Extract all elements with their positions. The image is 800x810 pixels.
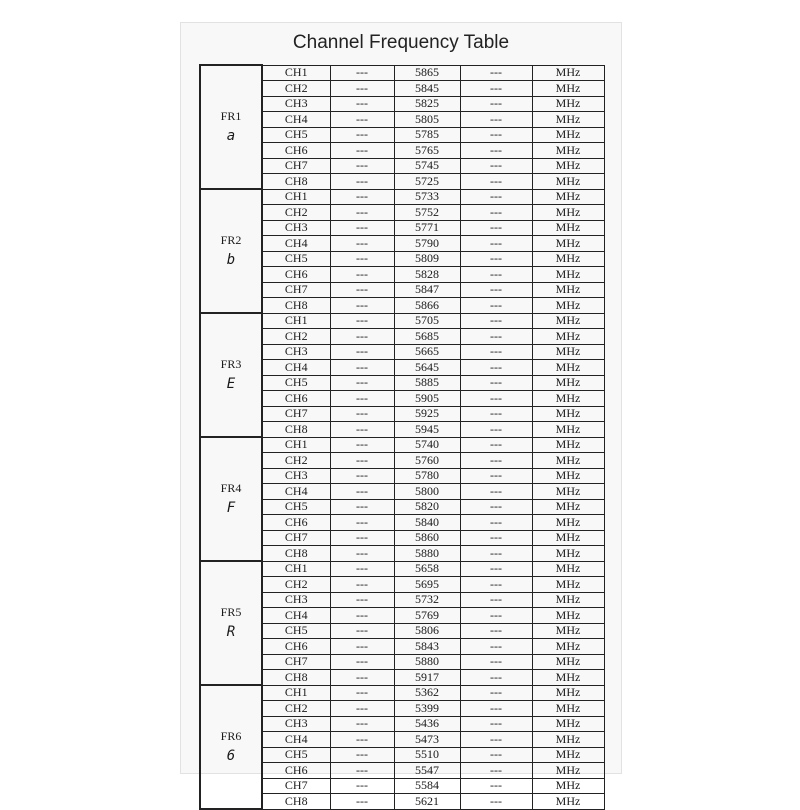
placeholder-cell: --- bbox=[330, 205, 394, 221]
table-row bbox=[200, 561, 604, 577]
placeholder-cell: --- bbox=[330, 623, 394, 639]
frequency-cell: 5695 bbox=[394, 577, 460, 593]
channel-cell: CH4 bbox=[262, 732, 330, 748]
frequency-cell: 5665 bbox=[394, 344, 460, 360]
frequency-cell: 5847 bbox=[394, 282, 460, 298]
channel-cell: CH3 bbox=[262, 468, 330, 484]
frequency-cell: 5771 bbox=[394, 220, 460, 236]
placeholder-cell: --- bbox=[460, 65, 532, 81]
placeholder-cell: --- bbox=[330, 127, 394, 143]
placeholder-cell: --- bbox=[330, 654, 394, 670]
placeholder-cell: --- bbox=[330, 422, 394, 438]
frequency-cell: 5790 bbox=[394, 236, 460, 252]
channel-cell: CH7 bbox=[262, 530, 330, 546]
frequency-cell: 5769 bbox=[394, 608, 460, 624]
frequency-cell: 5510 bbox=[394, 747, 460, 763]
placeholder-cell: --- bbox=[460, 205, 532, 221]
unit-cell: MHz bbox=[532, 282, 604, 298]
placeholder-cell: --- bbox=[330, 778, 394, 794]
table-row bbox=[200, 189, 604, 205]
unit-cell: MHz bbox=[532, 158, 604, 174]
band-cell bbox=[200, 437, 262, 561]
placeholder-cell: --- bbox=[460, 391, 532, 407]
unit-cell: MHz bbox=[532, 127, 604, 143]
frequency-cell: 5436 bbox=[394, 716, 460, 732]
table-body bbox=[200, 65, 604, 809]
unit-cell: MHz bbox=[532, 747, 604, 763]
placeholder-cell: --- bbox=[330, 236, 394, 252]
channel-cell: CH5 bbox=[262, 499, 330, 515]
placeholder-cell: --- bbox=[330, 282, 394, 298]
frequency-cell: 5547 bbox=[394, 763, 460, 779]
unit-cell: MHz bbox=[532, 639, 604, 655]
placeholder-cell: --- bbox=[330, 391, 394, 407]
frequency-cell: 5658 bbox=[394, 561, 460, 577]
channel-cell: CH1 bbox=[262, 437, 330, 453]
unit-cell: MHz bbox=[532, 422, 604, 438]
placeholder-cell: --- bbox=[330, 329, 394, 345]
channel-cell: CH3 bbox=[262, 220, 330, 236]
placeholder-cell: --- bbox=[330, 375, 394, 391]
frequency-cell: 5752 bbox=[394, 205, 460, 221]
placeholder-cell: --- bbox=[460, 592, 532, 608]
unit-cell: MHz bbox=[532, 701, 604, 717]
placeholder-cell: --- bbox=[330, 484, 394, 500]
placeholder-cell: --- bbox=[330, 732, 394, 748]
frequency-cell: 5885 bbox=[394, 375, 460, 391]
placeholder-cell: --- bbox=[330, 747, 394, 763]
frequency-cell: 5825 bbox=[394, 96, 460, 112]
unit-cell: MHz bbox=[532, 608, 604, 624]
channel-cell: CH4 bbox=[262, 360, 330, 376]
placeholder-cell: --- bbox=[330, 189, 394, 205]
band-name: FR6 bbox=[220, 729, 242, 743]
unit-cell: MHz bbox=[532, 220, 604, 236]
frequency-cell: 5740 bbox=[394, 437, 460, 453]
placeholder-cell: --- bbox=[330, 499, 394, 515]
placeholder-cell: --- bbox=[330, 158, 394, 174]
channel-cell: CH6 bbox=[262, 515, 330, 531]
unit-cell: MHz bbox=[532, 344, 604, 360]
placeholder-cell: --- bbox=[460, 499, 532, 515]
channel-cell: CH7 bbox=[262, 654, 330, 670]
frequency-cell: 5473 bbox=[394, 732, 460, 748]
frequency-cell: 5760 bbox=[394, 453, 460, 469]
placeholder-cell: --- bbox=[460, 236, 532, 252]
placeholder-cell: --- bbox=[460, 577, 532, 593]
channel-cell: CH5 bbox=[262, 747, 330, 763]
placeholder-cell: --- bbox=[460, 561, 532, 577]
unit-cell: MHz bbox=[532, 468, 604, 484]
frequency-cell: 5733 bbox=[394, 189, 460, 205]
unit-cell: MHz bbox=[532, 360, 604, 376]
placeholder-cell: --- bbox=[330, 577, 394, 593]
band-letter: b bbox=[226, 252, 236, 268]
placeholder-cell: --- bbox=[460, 267, 532, 283]
unit-cell: MHz bbox=[532, 623, 604, 639]
placeholder-cell: --- bbox=[460, 158, 532, 174]
placeholder-cell: --- bbox=[460, 654, 532, 670]
unit-cell: MHz bbox=[532, 685, 604, 701]
channel-cell: CH6 bbox=[262, 391, 330, 407]
placeholder-cell: --- bbox=[460, 81, 532, 97]
placeholder-cell: --- bbox=[460, 143, 532, 159]
unit-cell: MHz bbox=[532, 561, 604, 577]
placeholder-cell: --- bbox=[460, 747, 532, 763]
frequency-cell: 5806 bbox=[394, 623, 460, 639]
placeholder-cell: --- bbox=[460, 298, 532, 314]
unit-cell: MHz bbox=[532, 205, 604, 221]
placeholder-cell: --- bbox=[330, 453, 394, 469]
band-cell bbox=[200, 65, 262, 189]
placeholder-cell: --- bbox=[460, 282, 532, 298]
channel-cell: CH7 bbox=[262, 778, 330, 794]
channel-cell: CH5 bbox=[262, 623, 330, 639]
unit-cell: MHz bbox=[532, 251, 604, 267]
placeholder-cell: --- bbox=[330, 468, 394, 484]
placeholder-cell: --- bbox=[460, 530, 532, 546]
placeholder-cell: --- bbox=[460, 313, 532, 329]
placeholder-cell: --- bbox=[460, 437, 532, 453]
frequency-cell: 5880 bbox=[394, 654, 460, 670]
placeholder-cell: --- bbox=[460, 670, 532, 686]
channel-cell: CH6 bbox=[262, 267, 330, 283]
placeholder-cell: --- bbox=[330, 220, 394, 236]
placeholder-cell: --- bbox=[330, 360, 394, 376]
unit-cell: MHz bbox=[532, 763, 604, 779]
unit-cell: MHz bbox=[532, 313, 604, 329]
channel-frequency-table bbox=[199, 64, 605, 810]
placeholder-cell: --- bbox=[330, 298, 394, 314]
unit-cell: MHz bbox=[532, 437, 604, 453]
placeholder-cell: --- bbox=[460, 701, 532, 717]
frequency-cell: 5785 bbox=[394, 127, 460, 143]
placeholder-cell: --- bbox=[460, 515, 532, 531]
placeholder-cell: --- bbox=[460, 406, 532, 422]
placeholder-cell: --- bbox=[460, 375, 532, 391]
placeholder-cell: --- bbox=[330, 96, 394, 112]
placeholder-cell: --- bbox=[330, 592, 394, 608]
frequency-cell: 5805 bbox=[394, 112, 460, 128]
frequency-cell: 5362 bbox=[394, 685, 460, 701]
channel-cell: CH6 bbox=[262, 639, 330, 655]
frequency-cell: 5828 bbox=[394, 267, 460, 283]
unit-cell: MHz bbox=[532, 778, 604, 794]
unit-cell: MHz bbox=[532, 143, 604, 159]
unit-cell: MHz bbox=[532, 81, 604, 97]
frequency-cell: 5584 bbox=[394, 778, 460, 794]
placeholder-cell: --- bbox=[460, 732, 532, 748]
placeholder-cell: --- bbox=[330, 112, 394, 128]
channel-cell: CH8 bbox=[262, 174, 330, 190]
placeholder-cell: --- bbox=[330, 437, 394, 453]
placeholder-cell: --- bbox=[460, 174, 532, 190]
channel-cell: CH2 bbox=[262, 701, 330, 717]
unit-cell: MHz bbox=[532, 515, 604, 531]
band-letter: a bbox=[226, 128, 236, 144]
placeholder-cell: --- bbox=[330, 515, 394, 531]
placeholder-cell: --- bbox=[460, 639, 532, 655]
table-row bbox=[200, 65, 604, 81]
band-cell bbox=[200, 685, 262, 809]
band-letter: F bbox=[226, 500, 236, 516]
channel-cell: CH1 bbox=[262, 65, 330, 81]
placeholder-cell: --- bbox=[330, 313, 394, 329]
placeholder-cell: --- bbox=[330, 608, 394, 624]
placeholder-cell: --- bbox=[460, 127, 532, 143]
unit-cell: MHz bbox=[532, 716, 604, 732]
unit-cell: MHz bbox=[532, 453, 604, 469]
placeholder-cell: --- bbox=[330, 174, 394, 190]
frequency-cell: 5917 bbox=[394, 670, 460, 686]
placeholder-cell: --- bbox=[460, 546, 532, 562]
frequency-cell: 5843 bbox=[394, 639, 460, 655]
frequency-cell: 5800 bbox=[394, 484, 460, 500]
frequency-cell: 5399 bbox=[394, 701, 460, 717]
placeholder-cell: --- bbox=[460, 189, 532, 205]
placeholder-cell: --- bbox=[330, 344, 394, 360]
unit-cell: MHz bbox=[532, 298, 604, 314]
placeholder-cell: --- bbox=[330, 143, 394, 159]
frequency-cell: 5945 bbox=[394, 422, 460, 438]
channel-cell: CH4 bbox=[262, 236, 330, 252]
placeholder-cell: --- bbox=[330, 81, 394, 97]
band-name: FR2 bbox=[220, 233, 242, 247]
channel-cell: CH5 bbox=[262, 251, 330, 267]
placeholder-cell: --- bbox=[460, 778, 532, 794]
placeholder-cell: --- bbox=[330, 65, 394, 81]
channel-cell: CH1 bbox=[262, 189, 330, 205]
placeholder-cell: --- bbox=[330, 639, 394, 655]
unit-cell: MHz bbox=[532, 484, 604, 500]
placeholder-cell: --- bbox=[460, 329, 532, 345]
placeholder-cell: --- bbox=[460, 623, 532, 639]
frequency-cell: 5621 bbox=[394, 794, 460, 810]
placeholder-cell: --- bbox=[330, 251, 394, 267]
band-cell bbox=[200, 561, 262, 685]
frequency-cell: 5645 bbox=[394, 360, 460, 376]
placeholder-cell: --- bbox=[330, 794, 394, 810]
frequency-cell: 5866 bbox=[394, 298, 460, 314]
unit-cell: MHz bbox=[532, 406, 604, 422]
placeholder-cell: --- bbox=[330, 561, 394, 577]
channel-cell: CH3 bbox=[262, 96, 330, 112]
channel-cell: CH5 bbox=[262, 375, 330, 391]
placeholder-cell: --- bbox=[330, 530, 394, 546]
channel-cell: CH5 bbox=[262, 127, 330, 143]
unit-cell: MHz bbox=[532, 592, 604, 608]
frequency-cell: 5705 bbox=[394, 313, 460, 329]
band-name: FR4 bbox=[220, 481, 242, 495]
page-title: Channel Frequency Table bbox=[292, 32, 510, 53]
unit-cell: MHz bbox=[532, 654, 604, 670]
channel-cell: CH4 bbox=[262, 112, 330, 128]
band-cell bbox=[200, 313, 262, 437]
unit-cell: MHz bbox=[532, 236, 604, 252]
channel-cell: CH4 bbox=[262, 608, 330, 624]
channel-cell: CH7 bbox=[262, 406, 330, 422]
unit-cell: MHz bbox=[532, 189, 604, 205]
channel-cell: CH2 bbox=[262, 453, 330, 469]
frequency-cell: 5732 bbox=[394, 592, 460, 608]
frequency-cell: 5845 bbox=[394, 81, 460, 97]
frequency-cell: 5820 bbox=[394, 499, 460, 515]
band-name: FR1 bbox=[220, 109, 242, 123]
channel-cell: CH6 bbox=[262, 763, 330, 779]
placeholder-cell: --- bbox=[330, 546, 394, 562]
unit-cell: MHz bbox=[532, 329, 604, 345]
placeholder-cell: --- bbox=[460, 716, 532, 732]
table-row bbox=[200, 437, 604, 453]
frequency-cell: 5840 bbox=[394, 515, 460, 531]
table-row bbox=[200, 313, 604, 329]
band-name: FR5 bbox=[220, 605, 242, 619]
channel-cell: CH4 bbox=[262, 484, 330, 500]
band-name: FR3 bbox=[220, 357, 242, 371]
channel-cell: CH3 bbox=[262, 716, 330, 732]
channel-cell: CH1 bbox=[262, 685, 330, 701]
unit-cell: MHz bbox=[532, 65, 604, 81]
band-cell bbox=[200, 189, 262, 313]
channel-cell: CH2 bbox=[262, 81, 330, 97]
band-letter: R bbox=[226, 624, 236, 640]
placeholder-cell: --- bbox=[460, 763, 532, 779]
band-letter: E bbox=[226, 376, 236, 392]
channel-cell: CH8 bbox=[262, 794, 330, 810]
frequency-cell: 5880 bbox=[394, 546, 460, 562]
placeholder-cell: --- bbox=[460, 112, 532, 128]
channel-cell: CH2 bbox=[262, 577, 330, 593]
unit-cell: MHz bbox=[532, 112, 604, 128]
unit-cell: MHz bbox=[532, 174, 604, 190]
unit-cell: MHz bbox=[532, 546, 604, 562]
placeholder-cell: --- bbox=[460, 608, 532, 624]
placeholder-cell: --- bbox=[460, 794, 532, 810]
frequency-cell: 5725 bbox=[394, 174, 460, 190]
frequency-cell: 5765 bbox=[394, 143, 460, 159]
unit-cell: MHz bbox=[532, 391, 604, 407]
channel-cell: CH3 bbox=[262, 344, 330, 360]
channel-cell: CH7 bbox=[262, 158, 330, 174]
frequency-cell: 5925 bbox=[394, 406, 460, 422]
placeholder-cell: --- bbox=[460, 360, 532, 376]
placeholder-cell: --- bbox=[460, 344, 532, 360]
frequency-cell: 5745 bbox=[394, 158, 460, 174]
placeholder-cell: --- bbox=[330, 267, 394, 283]
placeholder-cell: --- bbox=[460, 251, 532, 267]
unit-cell: MHz bbox=[532, 375, 604, 391]
frequency-cell: 5780 bbox=[394, 468, 460, 484]
channel-cell: CH8 bbox=[262, 670, 330, 686]
placeholder-cell: --- bbox=[330, 406, 394, 422]
table-row bbox=[200, 685, 604, 701]
channel-cell: CH8 bbox=[262, 298, 330, 314]
channel-cell: CH6 bbox=[262, 143, 330, 159]
band-letter: 6 bbox=[226, 748, 236, 764]
placeholder-cell: --- bbox=[460, 96, 532, 112]
unit-cell: MHz bbox=[532, 267, 604, 283]
placeholder-cell: --- bbox=[460, 484, 532, 500]
unit-cell: MHz bbox=[532, 96, 604, 112]
unit-cell: MHz bbox=[532, 577, 604, 593]
frequency-cell: 5685 bbox=[394, 329, 460, 345]
unit-cell: MHz bbox=[532, 794, 604, 810]
placeholder-cell: --- bbox=[330, 763, 394, 779]
placeholder-cell: --- bbox=[330, 716, 394, 732]
placeholder-cell: --- bbox=[460, 453, 532, 469]
channel-cell: CH2 bbox=[262, 329, 330, 345]
placeholder-cell: --- bbox=[330, 701, 394, 717]
channel-cell: CH3 bbox=[262, 592, 330, 608]
channel-cell: CH8 bbox=[262, 546, 330, 562]
unit-cell: MHz bbox=[532, 530, 604, 546]
channel-cell: CH7 bbox=[262, 282, 330, 298]
frequency-cell: 5809 bbox=[394, 251, 460, 267]
placeholder-cell: --- bbox=[460, 685, 532, 701]
frequency-cell: 5860 bbox=[394, 530, 460, 546]
unit-cell: MHz bbox=[532, 670, 604, 686]
placeholder-cell: --- bbox=[460, 468, 532, 484]
placeholder-cell: --- bbox=[330, 670, 394, 686]
frequency-cell: 5905 bbox=[394, 391, 460, 407]
unit-cell: MHz bbox=[532, 499, 604, 515]
channel-cell: CH2 bbox=[262, 205, 330, 221]
placeholder-cell: --- bbox=[460, 422, 532, 438]
channel-cell: CH1 bbox=[262, 313, 330, 329]
unit-cell: MHz bbox=[532, 732, 604, 748]
channel-cell: CH8 bbox=[262, 422, 330, 438]
placeholder-cell: --- bbox=[460, 220, 532, 236]
channel-cell: CH1 bbox=[262, 561, 330, 577]
placeholder-cell: --- bbox=[330, 685, 394, 701]
frequency-cell: 5865 bbox=[394, 65, 460, 81]
